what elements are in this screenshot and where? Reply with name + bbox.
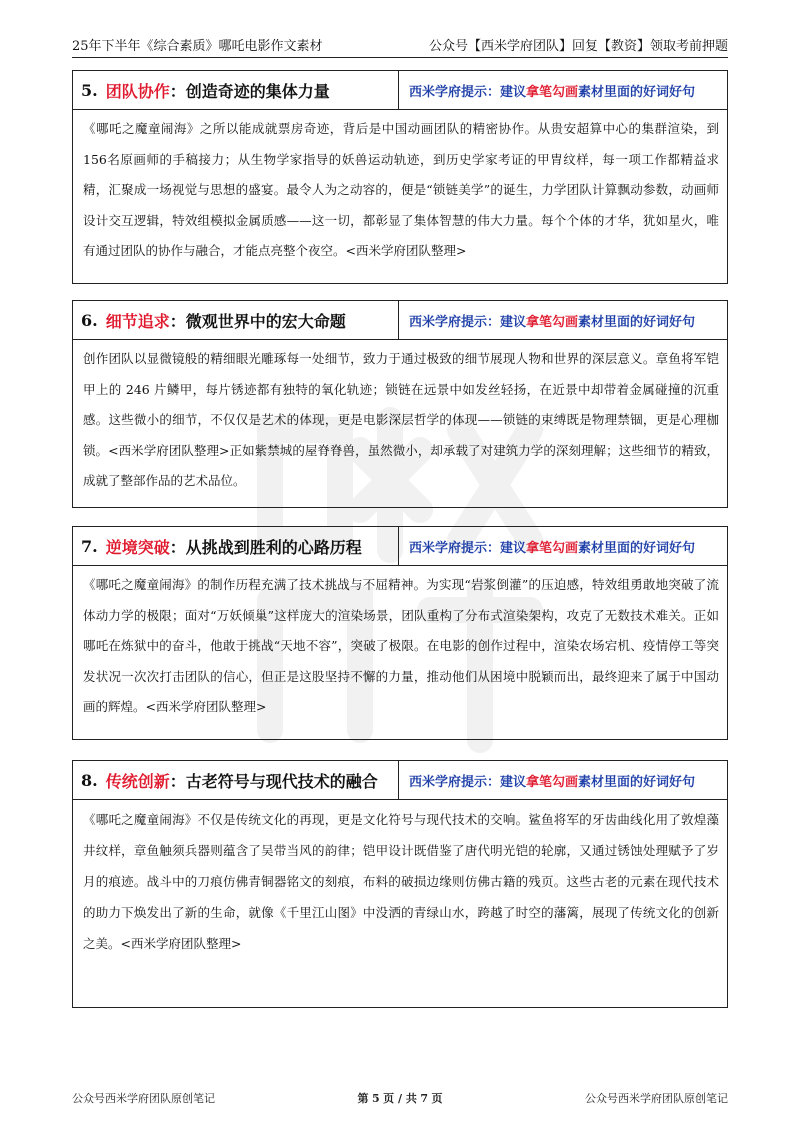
section-subtitle: ：古老符号与现代技术的融合 xyxy=(169,771,378,791)
footer-left-text: 公众号西米学府团队原创笔记 xyxy=(72,1092,215,1105)
study-tip: 西米学府提示：建议 拿笔勾画 素材 里面的好词好句 xyxy=(409,314,696,330)
section-body: 《哪吒之魔童闹海》不仅是传统文化的再现，更是文化符号与现代技术的交响。鲨鱼将军的牙齿曲线化用了敦煌藻井纹样，章鱼触须兵器则蕴含了吴带当风的韵律；铠甲设计既借鉴了唐代明光铠的轮廓，又通过锈蚀处理赋予了岁月的痕迹。战斗中的刀痕仿佛青铜器铭文的刻痕，布料的破损边缘则仿佛古籍的残页。这些古老的元素在现代技术的助力下焕发出了新的生命，就像《千里江山图》中没洒的青绿山水，跨越了时空的藩篱，展现了传统文化的创新之美。<西米学府团队整理> xyxy=(83,812,719,951)
study-tip: 西米学府提示：建议 拿笔勾画 素材 里面的好词好句 xyxy=(409,84,696,100)
section-number: 8. xyxy=(81,770,98,790)
section-number: 5. xyxy=(81,80,98,100)
section-subtitle: ：从挑战到胜利的心路历程 xyxy=(169,537,362,557)
page-header xyxy=(72,34,728,58)
section-keyword: 传统创新 xyxy=(105,771,170,791)
section-keyword: 细节追求 xyxy=(105,311,170,331)
section-number: 7. xyxy=(81,536,98,556)
section-header xyxy=(73,71,727,110)
section-subtitle: ：创造奇迹的集体力量 xyxy=(169,81,330,101)
study-tip: 西米学府提示：建议 拿笔勾画 素材 里面的好词好句 xyxy=(409,774,696,790)
page-number: 第 5 页 / 共 7 页 xyxy=(357,1092,443,1105)
section-adversity xyxy=(72,526,728,740)
section-header xyxy=(73,761,727,800)
section-detail xyxy=(72,300,728,508)
section-subtitle: ：微观世界中的宏大命题 xyxy=(169,311,346,331)
header-left-text: 25年下半年《综合素质》哪吒电影作文素材 xyxy=(72,39,323,54)
section-teamwork xyxy=(72,70,728,284)
study-tip: 西米学府提示：建议 拿笔勾画 素材 里面的好词好句 xyxy=(409,540,696,556)
section-keyword: 团队协作 xyxy=(105,81,170,101)
section-keyword: 逆境突破 xyxy=(105,537,170,557)
section-title xyxy=(73,71,399,109)
section-body: 创作团队以显微镜般的精细眼光雕琢每一处细节，致力于通过极致的细节展现人物和世界的深层意义。章鱼将军铠甲上的 246 片鳞甲，每片锈迹都有独特的氧化轨迹；锁链在远景中如发丝轻扬，在近景中却带着金属碰撞的沉重感。这些微小的细节，不仅仅是艺术的体现，更是电影深层哲学的体现——锁链的束缚既是物理禁锢，更是心理枷锁。<西米学府团队整理>正如紫禁城的屋脊脊兽，虽然微小，却承载了对建筑力学的深刻理解；这些细节的精致，成就了整部作品的艺术品位。 xyxy=(83,351,719,488)
section-body: 《哪吒之魔童闹海》的制作历程充满了技术挑战与不屈精神。为实现“岩浆倒灌”的压迫感，特效组勇敢地突破了流体动力学的极限；面对“万妖倾巢”这样庞大的渲染场景，团队重构了分布式渲染架构，攻克了无数技术难关。正如哪吒在炼狱中的奋斗，他敢于挑战“天地不容”，突破了极限。在电影的创作过程中，渲染农场宕机、疫情停工等突发状况一次次打击团队的信心，但正是这股坚持不懈的力量，推动他们从困境中脱颖而出，最终迎来了属于中国动画的辉煌。<西米学府团队整理> xyxy=(83,577,719,714)
section-title xyxy=(73,301,399,339)
section-title xyxy=(73,527,399,565)
footer-right-text: 公众号西米学府团队原创笔记 xyxy=(585,1092,728,1105)
section-body: 《哪吒之魔童闹海》之所以能成就票房奇迹，背后是中国动画团队的精密协作。从贵安超算中心的集群渲染，到156名原画师的手稿接力；从生物学家指导的妖兽运动轨迹，到历史学家考证的甲胄纹样，每一项工作都精益求精，汇聚成一场视觉与思想的盛宴。最令人为之动容的，便是“锁链美学”的诞生，力学团队计算飘动参数，动画师设计交互逻辑，特效组模拟金属质感——这一切，都彰显了集体智慧的伟大力量。每个个体的才华，犹如星火，唯有通过团队的协作与融合，才能点亮整个夜空。<西米学府团队整理> xyxy=(83,121,719,258)
section-number: 6. xyxy=(81,310,98,330)
section-header xyxy=(73,301,727,340)
section-tradition xyxy=(72,760,728,1008)
page-footer xyxy=(72,1090,728,1106)
section-title xyxy=(73,761,399,799)
section-header xyxy=(73,527,727,566)
header-right-text: 公众号【西米学府团队】回复【教资】领取考前押题 xyxy=(428,39,728,54)
